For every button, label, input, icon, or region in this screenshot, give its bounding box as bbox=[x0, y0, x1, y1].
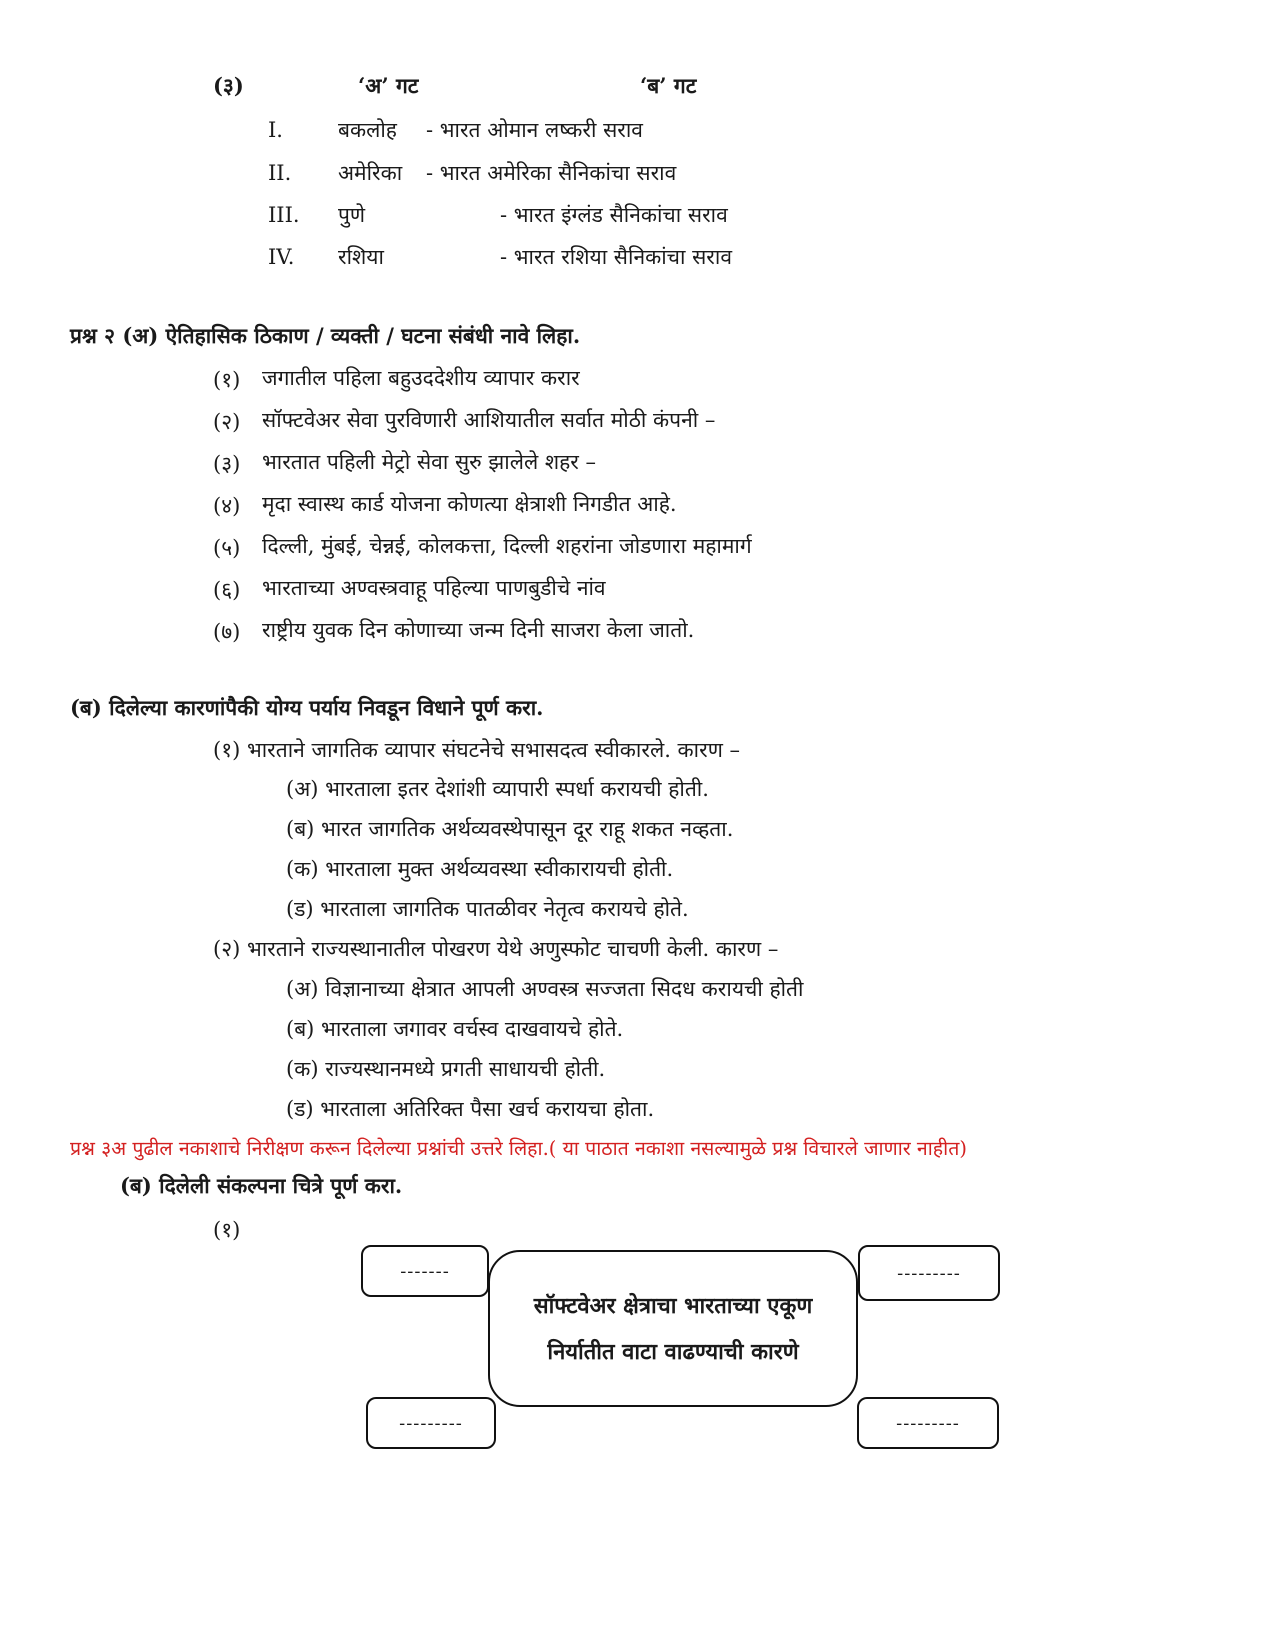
match-a-3: पुणे bbox=[338, 203, 366, 227]
q2b-2-option-a: (अ) विज्ञानाच्या क्षेत्रात आपली अण्वस्त्र सज्जता सिदध करायची होती bbox=[286, 977, 804, 1001]
q2a-item-4: मृदा स्वास्थ कार्ड योजना कोणत्या क्षेत्राशी निगडीत आहे. bbox=[262, 492, 677, 516]
blank-bottom-left: --------- bbox=[399, 1412, 463, 1434]
q2b-1-option-d: (ड) भारताला जागतिक पातळीवर नेतृत्व करायचे होते. bbox=[286, 897, 689, 921]
blank-top-right: --------- bbox=[897, 1262, 961, 1284]
q2a-item-5: दिल्ली, मुंबई, चेन्नई, कोलकत्ता, दिल्ली शहरांना जोडणारा महामार्ग bbox=[262, 534, 752, 558]
blank-bottom-right: --------- bbox=[896, 1412, 960, 1434]
group-a-header: ‘अ’ गट bbox=[358, 73, 419, 98]
match-b-2: - भारत अमेरिका सैनिकांचा सराव bbox=[426, 161, 677, 185]
q2b-stem-1: (१) भारताने जागतिक व्यापार संघटनेचे सभासदत्व स्वीकारले. कारण – bbox=[213, 738, 741, 762]
concept-box-top-right bbox=[858, 1245, 1000, 1301]
concept-box-top-left bbox=[361, 1245, 489, 1297]
q2a-num-3: (३) bbox=[213, 452, 241, 476]
q2b-1-option-a: (अ) भारताला इतर देशांशी व्यापारी स्पर्धा करायची होती. bbox=[286, 777, 709, 801]
center-line-2: निर्यातीत वाटा वाढण्याची कारणे bbox=[547, 1338, 799, 1365]
match-roman-3: III. bbox=[268, 203, 300, 227]
q2a-num-6: (६) bbox=[213, 578, 241, 602]
q2a-num-5: (५) bbox=[213, 536, 241, 560]
match-roman-4: IV. bbox=[268, 245, 295, 269]
match-b-3: - भारत इंग्लंड सैनिकांचा सराव bbox=[500, 203, 728, 227]
q2b-2-option-b: (ब) भारताला जगावर वर्चस्व दाखवायचे होते. bbox=[286, 1017, 624, 1041]
q2a-item-3: भारतात पहिली मेट्रो सेवा सुरु झालेले शहर – bbox=[262, 450, 597, 474]
match-b-4: - भारत रशिया सैनिकांचा सराव bbox=[500, 245, 733, 269]
match-a-1: बकलोह bbox=[338, 118, 397, 142]
q2a-heading: प्रश्न २ (अ) ऐतिहासिक ठिकाण / व्यक्ती / घटना संबंधी नावे लिहा. bbox=[70, 323, 581, 348]
q2b-heading: (ब) दिलेल्या कारणांपैकी योग्य पर्याय निवडून विधाने पूर्ण करा. bbox=[70, 695, 544, 720]
group-b-header: ‘ब’ गट bbox=[640, 73, 697, 98]
q2a-num-1: (१) bbox=[213, 368, 241, 392]
q2b-1-option-b: (ब) भारत जागतिक अर्थव्यवस्थेपासून दूर राहू शकत नव्हता. bbox=[286, 817, 734, 841]
match-a-4: रशिया bbox=[338, 245, 384, 269]
q2a-num-2: (२) bbox=[213, 410, 241, 434]
match-roman-1: I. bbox=[268, 118, 283, 142]
match-question-number: (३) bbox=[213, 73, 244, 98]
match-roman-2: II. bbox=[268, 161, 292, 185]
diagram-number: (१) bbox=[213, 1218, 241, 1242]
q3b-heading: (ब) दिलेली संकल्पना चित्रे पूर्ण करा. bbox=[120, 1173, 403, 1198]
q2a-num-7: (७) bbox=[213, 620, 241, 644]
concept-center-box bbox=[488, 1250, 858, 1407]
q2b-2-option-c: (क) राज्यस्थानमध्ये प्रगती साधायची होती. bbox=[286, 1057, 606, 1081]
q2a-item-1: जगातील पहिला बहुउददेशीय व्यापार करार bbox=[262, 366, 580, 390]
match-b-1: - भारत ओमान लष्करी सराव bbox=[426, 118, 643, 142]
q2b-stem-2: (२) भारताने राज्यस्थानातील पोखरण येथे अणुस्फोट चाचणी केली. कारण – bbox=[213, 937, 779, 961]
concept-box-bottom-right bbox=[857, 1397, 999, 1449]
q2a-item-6: भारताच्या अण्वस्त्रवाहू पहिल्या पाणबुडीचे नांव bbox=[262, 576, 606, 600]
q3-note: प्रश्न ३अ पुढील नकाशाचे निरीक्षण करून दिलेल्या प्रश्नांची उत्तरे लिहा.( या पाठात नकाशा नसल्यामुळे प्रश्न विचारले जाणार नाहीत) bbox=[70, 1137, 967, 1160]
match-a-2: अमेरिका bbox=[338, 161, 403, 185]
concept-box-bottom-left bbox=[366, 1397, 496, 1449]
q2a-item-7: राष्ट्रीय युवक दिन कोणाच्या जन्म दिनी साजरा केला जातो. bbox=[262, 618, 695, 642]
q2b-1-option-c: (क) भारताला मुक्त अर्थव्यवस्था स्वीकारायची होती. bbox=[286, 857, 674, 881]
blank-top-left: ------- bbox=[400, 1260, 450, 1282]
center-line-1: सॉफ्टवेअर क्षेत्राचा भारताच्या एकूण bbox=[533, 1292, 813, 1319]
q2a-num-4: (४) bbox=[213, 494, 241, 518]
q2b-2-option-d: (ड) भारताला अतिरिक्त पैसा खर्च करायचा होता. bbox=[286, 1097, 655, 1121]
q2a-item-2: सॉफ्टवेअर सेवा पुरविणारी आशियातील सर्वात मोठी कंपनी – bbox=[262, 408, 716, 432]
